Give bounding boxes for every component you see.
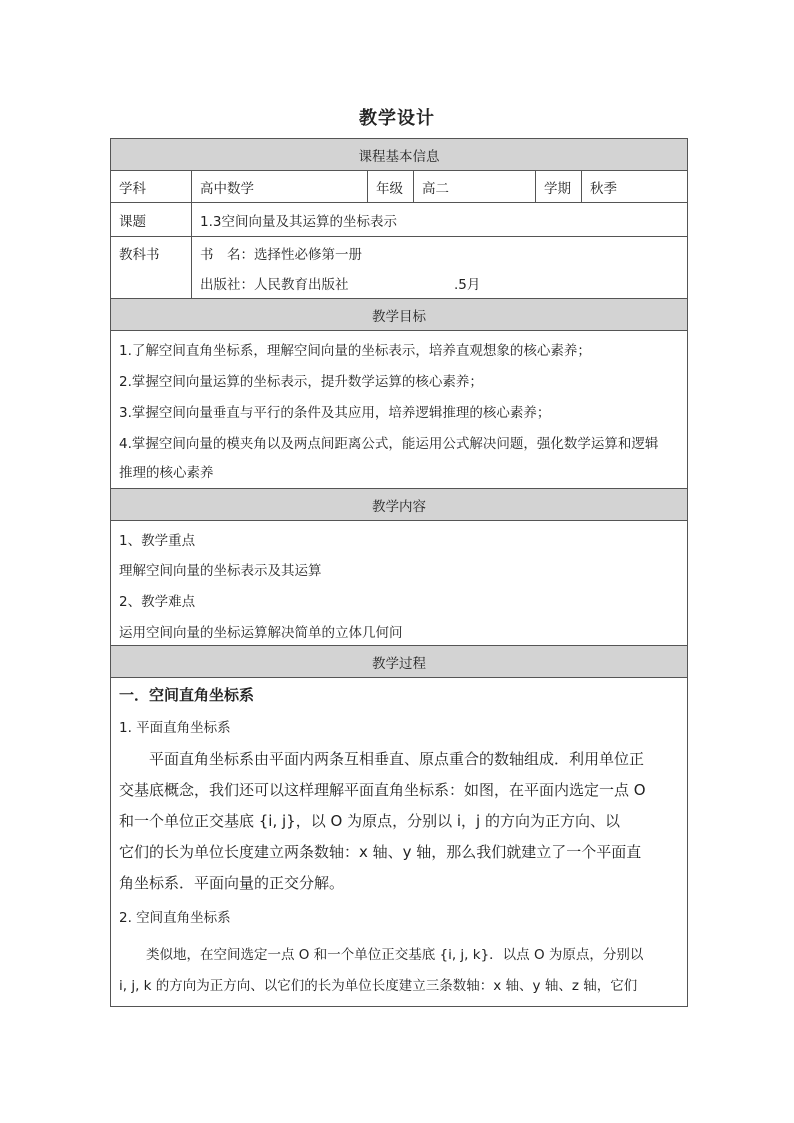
- paragraph-line: 和一个单位正交基底 {i, j}，以 O 为原点，分别以 i，j 的方向为正方向、以: [119, 812, 620, 830]
- content-header: [111, 489, 687, 521]
- objective-item: 3.掌握空间向量垂直与平行的条件及其应用，培养逻辑推理的核心素养；: [119, 405, 551, 421]
- paragraph-line: i, j, k 的方向为正方向、以它们的长为单位长度建立三条数轴：x 轴、y 轴、z 轴，它们: [119, 978, 638, 994]
- textbook-info: [191, 237, 687, 298]
- objective-item: 2.掌握空间向量运算的坐标表示，提升数学运算的核心素养；: [119, 374, 483, 390]
- paragraph-plane-coordinates: [119, 744, 679, 899]
- paragraph-line: 角坐标系．平面向量的正交分解。: [119, 874, 345, 892]
- subject-row: [111, 171, 687, 203]
- process-header-label: 教学过程: [372, 655, 426, 672]
- topic-value: 1.3空间向量及其运算的坐标表示: [191, 203, 687, 236]
- publisher-line: 出版社：人民教育出版社: [200, 277, 349, 293]
- section-title: 一．空间直角坐标系: [119, 686, 255, 704]
- grade-value: 高二: [413, 171, 535, 202]
- subject-value: 高中数学: [191, 171, 367, 202]
- paragraph-space-coordinates: [119, 940, 679, 1002]
- paragraph-line: 它们的长为单位长度建立两条数轴：x 轴、y 轴，那么我们就建立了一个平面直: [119, 843, 642, 861]
- publish-date: .5月: [454, 277, 481, 293]
- process-header: [111, 646, 687, 678]
- basic-info-header-label: 课程基本信息: [358, 148, 440, 165]
- objectives-header: [111, 299, 687, 331]
- textbook-row: [111, 237, 687, 299]
- content-item: 运用空间向量的坐标运算解决简单的立体几何问: [119, 625, 403, 641]
- content-item: 2、教学难点: [119, 594, 196, 610]
- book-name-line: 书 名：选择性必修第一册: [200, 247, 362, 263]
- basic-info-header: [111, 139, 687, 171]
- subject-label: 学科: [119, 180, 146, 197]
- objectives-header-label: 教学目标: [372, 308, 426, 325]
- objective-item: 4.掌握空间向量的模夹角以及两点间距离公式，能运用公式解决问题，强化数学运算和逻辑: [119, 436, 659, 452]
- objective-item: 推理的核心素养: [119, 465, 214, 481]
- paragraph-line: 平面直角坐标系由平面内两条互相垂直、原点重合的数轴组成．利用单位正: [119, 750, 645, 768]
- content-item: 1、教学重点: [119, 533, 196, 549]
- lesson-plan-table: [110, 138, 688, 1007]
- topic-label: 课题: [119, 213, 146, 230]
- paragraph-line: 类似地，在空间选定一点 O 和一个单位正交基底 {i, j, k}．以点 O 为原点，分别以: [119, 947, 644, 963]
- subsection-title: 2. 空间直角坐标系: [119, 910, 231, 926]
- term-label: 学期: [535, 171, 581, 202]
- term-value: 秋季: [581, 171, 687, 202]
- paragraph-line: 交基底概念，我们还可以这样理解平面直角坐标系：如图，在平面内选定一点 O: [119, 781, 646, 799]
- topic-row: [111, 203, 687, 237]
- grade-label: 年级: [367, 171, 413, 202]
- subsection-title: 1. 平面直角坐标系: [119, 720, 231, 736]
- content-header-label: 教学内容: [372, 498, 426, 515]
- textbook-label: 教科书: [119, 247, 160, 263]
- content-item: 理解空间向量的坐标表示及其运算: [119, 563, 322, 579]
- document-title: 教学设计: [359, 108, 435, 129]
- objective-item: 1.了解空间直角坐标系，理解空间向量的坐标表示，培养直观想象的核心素养；: [119, 343, 591, 359]
- objectives-body: [111, 331, 687, 489]
- content-body: [111, 521, 687, 646]
- process-body: [111, 678, 687, 1006]
